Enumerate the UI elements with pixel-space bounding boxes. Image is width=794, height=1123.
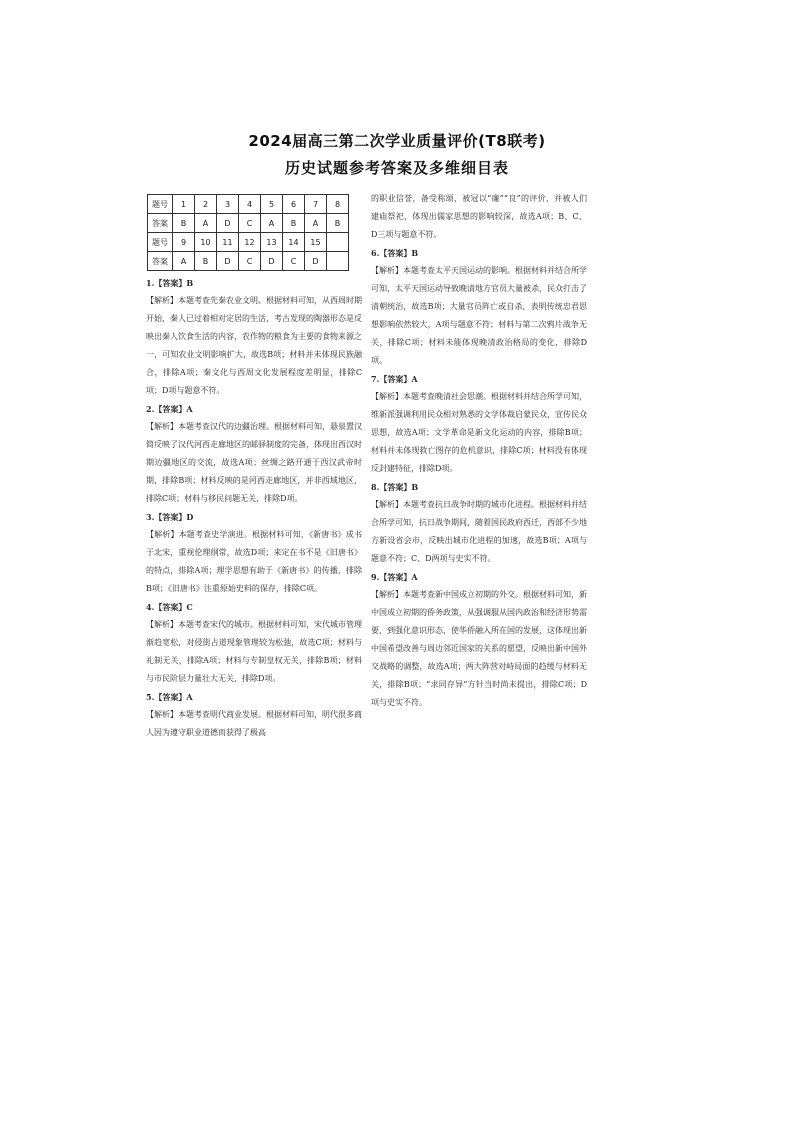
table-cell: 2	[195, 195, 217, 214]
answer-label: 【答案】D	[154, 512, 194, 522]
answer-label: 【答案】C	[154, 602, 193, 612]
table-cell: A	[195, 214, 217, 233]
table-cell	[327, 233, 349, 252]
table-cell: D	[305, 252, 327, 271]
question-number: 6.	[371, 248, 380, 258]
table-cell: B	[327, 214, 349, 233]
analysis-text: 【解析】本题考查明代商业发展。根据材料可知，明代很多商人因为遵守职业道德而获得了极高	[146, 710, 362, 737]
table-cell: A	[261, 214, 283, 233]
table-row	[148, 252, 349, 271]
table-cell: C	[283, 252, 305, 271]
table-cell: 10	[195, 233, 217, 252]
answer-label: 【答案】A	[379, 374, 418, 384]
answer-label: 【答案】B	[379, 482, 419, 492]
answer-item	[371, 244, 587, 370]
answer-item	[371, 370, 587, 478]
question-number: 4.	[146, 602, 155, 612]
analysis-text: 【解析】本题考查史学演进。根据材料可知，《新唐书》成书于北宋，重视伦理纲常，故选D项；来定在书不是《旧唐书》的特点，排除A项；理学思想有助于《新唐书》的传播，排除B项；《旧唐书》注重原始史料的保存，排除C项。	[146, 530, 362, 593]
answer-item	[146, 598, 362, 688]
table-cell: 11	[217, 233, 239, 252]
table-cell: C	[239, 252, 261, 271]
question-number: 8.	[371, 482, 380, 492]
page-title: 2024届高三第二次学业质量评价(T8联考)	[248, 132, 546, 150]
analysis-text: 【解析】本题考查先秦农业文明。根据材料可知，从西周时期开始，秦人已过着相对定居的生活，考古发现的陶器形态是反映出秦人饮食生活的内容，农作物的粮食为主要的食物来源之一，可知农业文明影响扩大，故选B项；材料并未体现民族融合，排除A项；秦文化与西周文化发展程度差明显，排除C项；D项与题意不符。	[146, 296, 362, 395]
table-cell	[327, 252, 349, 271]
table-cell: 4	[239, 195, 261, 214]
table-cell: 1	[173, 195, 195, 214]
table-cell: 题号	[148, 195, 173, 214]
answer-label: 【答案】B	[379, 248, 419, 258]
question-number: 7.	[371, 374, 380, 384]
table-cell: B	[283, 214, 305, 233]
table-row	[148, 214, 349, 233]
answer-label: 【答案】A	[379, 572, 418, 582]
answer-table	[147, 194, 349, 271]
answer-item	[371, 190, 587, 244]
question-number: 3.	[146, 512, 155, 522]
analysis-text: 【解析】本题考查汉代的边疆治理。根据材料可知，悬泉置汉简反映了汉代河西走廊地区的邮驿制度的完备，体现出西汉时期边疆地区的交流，故选A项；丝绸之路开通于西汉武帝时期，排除B项；材料反映的是河西走廊地区，并非西域地区，排除C项；材料与移民问题无关，排除D项。	[146, 422, 362, 503]
page-subtitle: 历史试题参考答案及多维细目表	[284, 159, 509, 177]
table-cell: D	[217, 214, 239, 233]
analysis-text: 【解析】本题考查晚清社会思潮。根据材料并结合所学可知，维新派强调利用民众相对熟悉的文学体裁启蒙民众，宣传民众思想，故选A项；文学革命是新文化运动的内容，排除B项；材料并未体现救亡图存的危机意识，排除C项；材料没有体现反封建特征，排除D项。	[371, 392, 587, 473]
table-cell: 15	[305, 233, 327, 252]
analysis-text: 【解析】本题考查抗日战争时期的城市化进程。根据材料并结合所学可知，抗日战争期间，随着国民政府西迁，西部不少地方新设省会市，反映出城市化进程的加速，故选B项；A项与题意不符；C、D两项与史实不符。	[371, 500, 587, 563]
table-cell: 题号	[148, 233, 173, 252]
right-column	[371, 190, 587, 712]
analysis-text: 【解析】本题考查太平天国运动的影响。根据材料并结合所学可知，太平天国运动导致晚清地方官员大量被杀，民众打击了清朝统治，故选B项；大量官员阵亡或自杀，表明传统忠君思想影响依然较大，A项与题意不符；材料与第二次鸦片战争无关，排除C项；材料未能体现晚清政治格局的变化，排除D项。	[371, 266, 587, 365]
table-row	[148, 233, 349, 252]
answer-label: 【答案】B	[154, 278, 194, 288]
table-row	[148, 195, 349, 214]
left-column	[146, 274, 362, 742]
table-cell: 8	[327, 195, 349, 214]
answer-item	[146, 688, 362, 742]
analysis-text: 的职业信誉，备受称颂，被冠以“廉”“良”的评价，并被人们建庙祭祀，体现出儒家思想的影响较深，故选A项；B、C、D三项与题意不符。	[371, 194, 587, 239]
table-cell: D	[217, 252, 239, 271]
answer-item	[371, 568, 587, 712]
table-cell: C	[239, 214, 261, 233]
table-cell: A	[173, 252, 195, 271]
question-number: 9.	[371, 572, 380, 582]
table-cell: 5	[261, 195, 283, 214]
table-cell: 9	[173, 233, 195, 252]
table-cell: 答案	[148, 252, 173, 271]
table-cell: 6	[283, 195, 305, 214]
question-number: 5.	[146, 692, 155, 702]
table-cell: 12	[239, 233, 261, 252]
answer-item	[146, 508, 362, 598]
table-cell: 3	[217, 195, 239, 214]
answer-item	[371, 478, 587, 568]
table-cell: B	[173, 214, 195, 233]
table-cell: B	[195, 252, 217, 271]
question-number: 1.	[146, 278, 155, 288]
table-cell: D	[261, 252, 283, 271]
answer-label: 【答案】A	[154, 692, 193, 702]
analysis-text: 【解析】本题考查新中国成立初期的外交。根据材料可知，新中国成立初期的侨务政策，从强调服从国内政治和经济形势需要，到强化意识形态，使华侨融入所在国的发展，这体现出新中国希望改善与周边邻近国家的关系的愿望，反映出新中国外交战略的调整，故选A项；两大阵营对峙局面的趋缓与材料无关，排除B项；“求同存异”方针当时尚未提出，排除C项；D项与史实不符。	[371, 590, 587, 707]
answer-item	[146, 400, 362, 508]
answer-item	[146, 274, 362, 400]
answer-label: 【答案】A	[154, 404, 193, 414]
table-cell: 14	[283, 233, 305, 252]
table-cell: A	[305, 214, 327, 233]
table-cell: 7	[305, 195, 327, 214]
analysis-text: 【解析】本题考查宋代的城市。根据材料可知，宋代城市管理渐趋宽松，对侵街占道现象管理较为松弛，故选C项；材料与礼制无关，排除A项；材料与专制皇权无关，排除B项；材料与市民阶层力量壮大无关，排除D项。	[146, 620, 362, 683]
table-cell: 答案	[148, 214, 173, 233]
table-cell: 13	[261, 233, 283, 252]
question-number: 2.	[146, 404, 155, 414]
